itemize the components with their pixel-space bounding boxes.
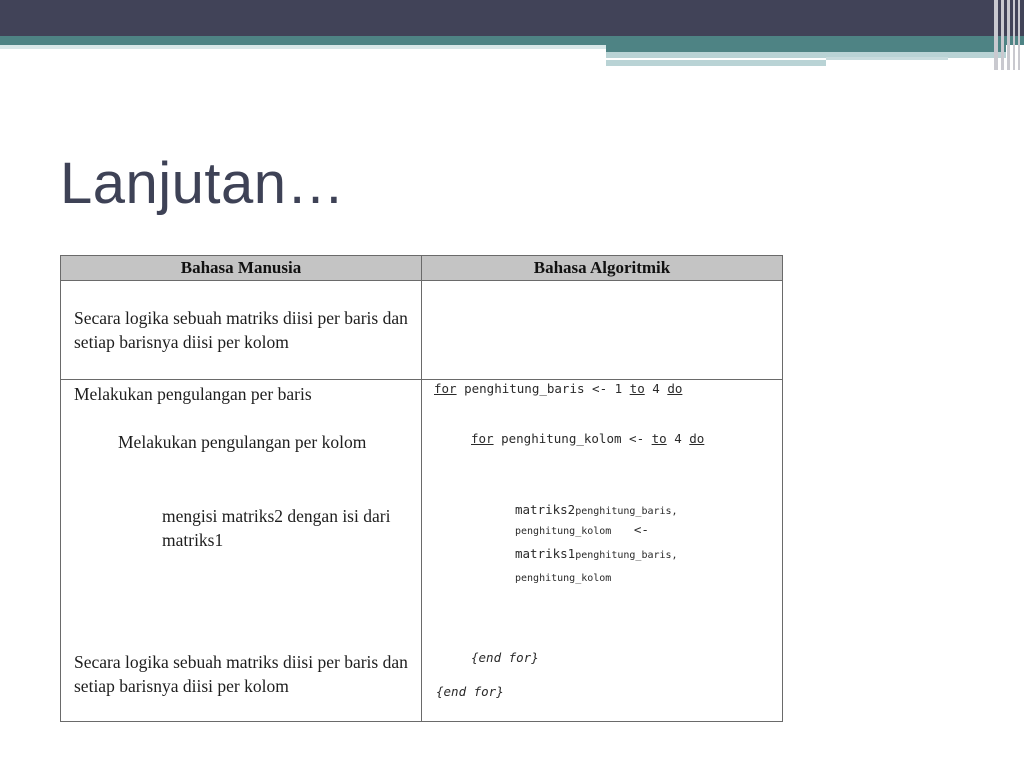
code-assignment-line2 — [515, 522, 649, 537]
header-band-teal — [0, 36, 1024, 45]
code-inner-loop — [471, 431, 704, 446]
header-stripe — [1018, 0, 1020, 70]
code-text: matriks2 — [515, 502, 576, 517]
code-assignment-line3 — [515, 546, 678, 561]
header-band-light — [0, 45, 606, 49]
code-outer-loop — [434, 381, 682, 396]
keyword: do — [667, 381, 683, 396]
code-text: matriks1 — [515, 546, 576, 561]
code-text: 4 — [644, 381, 668, 396]
code-end-outer: {end for} — [436, 684, 504, 699]
table-cell — [422, 380, 783, 722]
human-inner-loop: Melakukan pengulangan per kolom — [118, 432, 367, 452]
header-stripe — [1001, 0, 1004, 70]
table-cell — [61, 281, 422, 380]
header-line — [826, 57, 948, 60]
human-closing-description: Secara logika sebuah matriks diisi per baris dan setiap barisnya diisi per kolom — [74, 652, 408, 696]
table-header-human: Bahasa Manusia — [61, 256, 422, 281]
keyword: to — [651, 431, 667, 446]
code-subscript: penghitung_kolom — [515, 573, 612, 584]
code-end-inner: {end for} — [471, 650, 539, 665]
table-cell — [422, 281, 783, 380]
code-text: penghitung_baris <- 1 — [456, 381, 630, 396]
code-text: <- — [633, 522, 649, 537]
header-band-teal-right — [606, 45, 1006, 52]
header-stripe — [994, 0, 998, 70]
code-subscript: penghitung_baris, — [575, 550, 678, 561]
keyword: do — [689, 431, 705, 446]
header-line — [606, 60, 826, 66]
comparison-table — [60, 255, 783, 722]
human-description: Secara logika sebuah matriks diisi per baris dan setiap barisnya diisi per kolom — [74, 308, 408, 352]
header-stripe — [1013, 0, 1015, 70]
keyword: to — [629, 381, 645, 396]
human-outer-loop: Melakukan pengulangan per baris — [74, 384, 312, 404]
code-subscript: penghitung_kolom — [515, 526, 612, 537]
header-band-dark — [0, 0, 1024, 36]
header-stripe — [1007, 0, 1010, 70]
table-cell — [61, 380, 422, 722]
table-header-algorithm: Bahasa Algoritmik — [422, 256, 783, 281]
code-assignment-line4 — [515, 569, 611, 584]
human-loop-body: mengisi matriks2 dengan isi dari matriks1 — [162, 506, 391, 550]
code-text: penghitung_kolom <- — [493, 431, 652, 446]
code-subscript: penghitung_baris, — [575, 506, 678, 517]
code-text: 4 — [666, 431, 690, 446]
slide-title: Lanjutan… — [60, 151, 346, 216]
code-assignment-line1 — [515, 502, 678, 517]
keyword: for — [434, 381, 457, 396]
keyword: for — [471, 431, 494, 446]
